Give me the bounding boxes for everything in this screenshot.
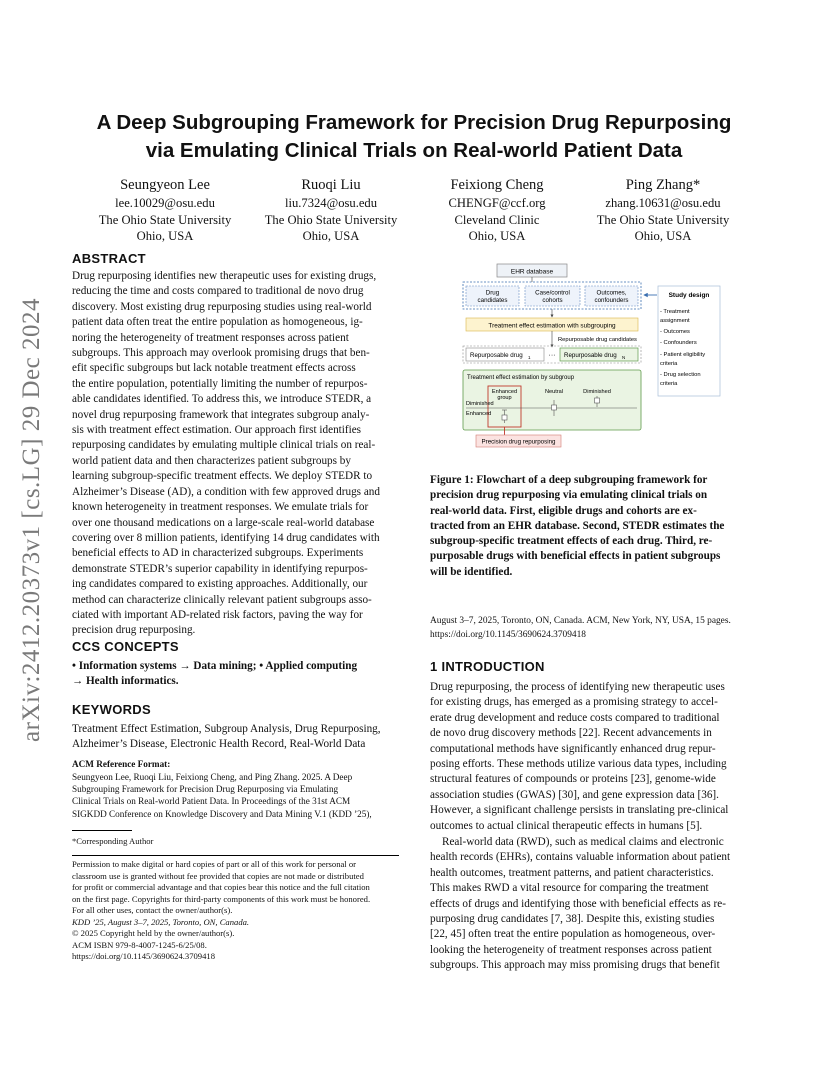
- keywords-body: [72, 722, 399, 753]
- permission-block: [72, 859, 402, 963]
- permission-line: Permission to make digital or hard copies of part or all of this work for personal or: [72, 859, 357, 869]
- abstract-line: able candidates identified. To address this, we introduce STEDR, a: [72, 393, 372, 406]
- author-affiliation: The Ohio State University: [596, 212, 730, 227]
- author-block-2: [236, 176, 426, 245]
- ccs-line: • Information systems → Data mining; • Applied computing: [72, 660, 358, 672]
- abstract-line: over one thousand medications on a large-scale real-world database: [72, 516, 375, 529]
- intro-line: looking the heterogeneity of treatment responses across patient: [430, 943, 712, 956]
- repurposable-drug-1-subscript: 1: [528, 355, 531, 360]
- author-location: Ohio, USA: [468, 229, 526, 243]
- permission-rule: [72, 855, 399, 856]
- ellipsis-label: ···: [548, 352, 556, 359]
- abstract-line: ing candidates compared to existing approaches. Additionally, our: [72, 578, 368, 591]
- author-email: CHENGF@ccf.org: [448, 196, 546, 210]
- study-design-item: - Outcomes: [660, 329, 690, 335]
- outcomes-label-2: confounders: [594, 297, 629, 304]
- author-name: Ruoqi Liu: [301, 177, 361, 193]
- abstract-heading: ABSTRACT: [72, 251, 146, 266]
- permission-line: for profit or commercial advantage and that copies bear this notice and the full citation: [72, 882, 370, 892]
- author-name: Feixiong Cheng: [450, 177, 544, 193]
- permission-line: classroom use is granted without fee provided that copies are not made or distributed: [72, 870, 364, 881]
- author-location: Ohio, USA: [302, 229, 360, 243]
- intro-line: However, a significant challenge persists in translating pre-clinical: [430, 804, 729, 817]
- study-design-item: - Patient eligibility: [660, 352, 706, 358]
- title-line-2: via Emulating Clinical Trials on Real-world Patient Data: [145, 139, 683, 162]
- abstract-line: efit specific subgroups but lack notable treatment effects across: [72, 362, 356, 375]
- abstract-line: subgroups. This approach may overlook promising drugs that ben-: [72, 347, 370, 360]
- author-block-4: [568, 176, 758, 245]
- flowchart-figure: [457, 255, 727, 455]
- study-design-item: assignment: [660, 318, 690, 324]
- neutral-label: Neutral: [544, 389, 564, 395]
- intro-line: [22, 45] often treat the entire population as homogeneous, over-: [430, 928, 716, 941]
- intro-line: for existing drugs, has emerged as a promising strategy to accel-: [430, 696, 718, 709]
- ccs-line: → Health informatics.: [72, 675, 179, 688]
- intro-line: health outcomes, treatment patterns, and patient characteristics.: [430, 866, 714, 879]
- paper-title: [60, 109, 768, 165]
- abstract-line: precision drug repurposing.: [72, 624, 196, 637]
- author-affiliation: The Ohio State University: [98, 212, 232, 227]
- drug-candidates-label-2: candidates: [477, 297, 508, 304]
- abstract-line: covering over 8 million patients, identifying 14 drug candidates with: [72, 531, 380, 544]
- ccs-body: [72, 659, 399, 690]
- abstract-line: novel drug repurposing framework that integrates subgroup analy-: [72, 408, 370, 421]
- intro-line: computational methods have significantly enhanced drug repur-: [430, 742, 716, 755]
- intro-line: de novo drug discovery methods [22]. Recent advancements in: [430, 727, 712, 740]
- abstract-body: [72, 269, 399, 639]
- caption-line: real-world data. First, eligible drugs and cohorts are ex-: [430, 504, 697, 517]
- abstract-line: the entire population, potentially limiting the number of repurpos-: [72, 377, 368, 390]
- enhanced-group-label-1: Enhanced: [491, 389, 518, 395]
- author-email: zhang.10631@osu.edu: [605, 196, 721, 210]
- author-email: lee.10029@osu.edu: [115, 196, 215, 210]
- estimate-neutral: [552, 405, 557, 410]
- footnote-rule: [72, 830, 132, 831]
- intro-line: This makes RWD a vital resource for comparing the treatment: [430, 882, 709, 895]
- conference-info: [430, 615, 765, 642]
- intro-line: Real-world data (RWD), such as medical claims and electronic: [442, 836, 724, 848]
- author-affiliation: The Ohio State University: [264, 212, 398, 227]
- intro-line: subgroups. This approach may miss promising drugs that benefit: [430, 959, 720, 972]
- acm-ref-line: Subgrouping Framework for Precision Drug Repurposing via Emulating: [72, 784, 339, 795]
- caption-line: purposable drugs with beneficial effects in patient subgroups: [430, 550, 721, 563]
- caption-line: will be identified.: [430, 565, 513, 578]
- caption-line: Figure 1: Flowchart of a deep subgrouping framework for: [430, 474, 708, 486]
- abstract-line: repurposing candidates by emulating multiple clinical trials on real-: [72, 439, 376, 452]
- caption-line: subgroup-specific treatment effects of each drug. Third, re-: [430, 535, 713, 548]
- te-subgrouping-label: Treatment effect estimation with subgrouping: [488, 322, 616, 330]
- intro-line: purposing drug candidates [7, 38]. Despite this, existing studies: [430, 913, 715, 926]
- author-name: Seungyeon Lee: [120, 177, 210, 193]
- estimate-enhanced: [502, 415, 507, 420]
- intro-line: effects of drugs and identifying those with beneficial effects as re-: [430, 897, 726, 910]
- precision-drug-label: Precision drug repurposing: [481, 438, 556, 446]
- caption-line: tracted from an EHR database. Second, STEDR estimates the: [430, 519, 725, 532]
- diminished-col-label: Diminished: [583, 389, 611, 395]
- abstract-line: patient data often treat the entire population as homogeneous, ig-: [72, 316, 363, 329]
- repurposable-drug-1-label: Repurposable drug: [470, 352, 523, 359]
- author-block-1: [70, 176, 260, 245]
- enhanced-group-label-2: group: [497, 395, 512, 401]
- repurposable-candidates-label: Repurposable drug candidates: [558, 337, 637, 343]
- doi-line: https://doi.org/10.1145/3690624.3709418: [430, 629, 586, 640]
- permission-line: https://doi.org/10.1145/3690624.3709418: [72, 951, 215, 961]
- intro-line: association studies (GWAS) [30], and gene expression data [36].: [430, 788, 719, 801]
- study-design-item: - Drug selection: [660, 372, 701, 378]
- acm-ref-heading: ACM Reference Format:: [72, 759, 171, 769]
- abstract-line: beneficial effects to AD in characterized subgroups. Experiments: [72, 547, 364, 560]
- ehr-database-label: EHR database: [510, 268, 554, 276]
- abstract-line: method can characterize clinically relevant patient subgroups asso-: [72, 593, 372, 606]
- title-line-1: A Deep Subgrouping Framework for Precision Drug Repurposing: [96, 111, 732, 134]
- permission-line: KDD ’25, August 3–7, 2025, Toronto, ON, Canada.: [72, 916, 250, 927]
- ccs-heading: CCS CONCEPTS: [72, 639, 179, 654]
- arxiv-stamp: arXiv:2412.20373v1 [cs.LG] 29 Dec 2024: [18, 298, 45, 742]
- acm-ref-line: SIGKDD Conference on Knowledge Discovery and Data Mining V.1 (KDD ’25),: [72, 808, 372, 819]
- enhanced-row-label: Enhanced: [466, 411, 492, 417]
- acm-ref-body: [72, 771, 399, 820]
- keywords-heading: KEYWORDS: [72, 702, 151, 717]
- introduction-paragraph-2: [430, 835, 757, 974]
- intro-line: Drug repurposing, the process of identifying new therapeutic uses: [430, 681, 725, 693]
- study-design-item: - Treatment: [660, 309, 690, 315]
- acm-ref-line: Seungyeon Lee, Ruoqi Liu, Feixiong Cheng, and Ping Zhang. 2025. A Deep: [72, 772, 353, 782]
- abstract-line: Drug repurposing identifies new therapeutic uses for existing drugs,: [72, 270, 377, 282]
- author-affiliation: Cleveland Clinic: [454, 212, 540, 227]
- abstract-line: reducing the time and costs compared to traditional de novo drug: [72, 285, 364, 298]
- abstract-line: sis with treatment effect estimation. Our approach first identifies: [72, 424, 362, 437]
- intro-line: posing efforts. These methods utilize various data types, including: [430, 758, 727, 771]
- study-design-item: - Confounders: [660, 340, 697, 346]
- author-location: Ohio, USA: [136, 229, 194, 243]
- author-block-3: [402, 176, 592, 245]
- corresponding-author-note: *Corresponding Author: [72, 836, 154, 846]
- permission-line: on the first page. Copyrights for third-party components of this work must be honored.: [72, 893, 371, 904]
- intro-line: structural features of compounds or proteins [23], genome-wide: [430, 773, 716, 786]
- keywords-line: Alzheimer’s Disease, Electronic Health Record, Real-World Data: [72, 738, 366, 751]
- abstract-line: demonstrate STEDR’s superior capability in identifying repurpos-: [72, 562, 368, 575]
- study-design-item: criteria: [660, 361, 678, 367]
- author-email: liu.7324@osu.edu: [284, 196, 378, 210]
- repurposable-drug-n-label: Repurposable drug: [564, 352, 617, 359]
- introduction-heading: 1 INTRODUCTION: [430, 659, 545, 674]
- abstract-line: world patient data and then characterizes patient subgroups by: [72, 454, 351, 467]
- permission-line: © 2025 Copyright held by the owner/author(s).: [72, 928, 235, 938]
- intro-line: health records (EHRs), contains valuable information about patient: [430, 851, 731, 864]
- author-location: Ohio, USA: [634, 229, 692, 243]
- abstract-line: Alzheimer’s Disease (AD), a condition with few approved drugs and: [72, 485, 380, 498]
- repurposable-drug-n-subscript: N: [622, 355, 626, 360]
- abstract-line: discovery. Most existing drug repurposing studies using real-world: [72, 300, 372, 313]
- conference-line: August 3–7, 2025, Toronto, ON, Canada. ACM, New York, NY, USA, 15 pages.: [430, 616, 731, 626]
- figure-caption: [430, 473, 757, 580]
- estimate-diminished: [595, 398, 600, 403]
- intro-line: outcomes to actual clinical therapeutic effects in humans [5].: [430, 819, 703, 832]
- outcomes-label-1: Outcomes,: [596, 289, 627, 297]
- drug-candidates-label-1: Drug: [485, 289, 500, 297]
- case-control-label-1: Case/control: [535, 289, 570, 297]
- intro-line: erate drug development and reduce costs compared to traditional: [430, 711, 720, 724]
- abstract-line: noring the heterogeneity of treatment responses across patient: [72, 331, 349, 344]
- study-design-item: criteria: [660, 381, 678, 387]
- introduction-paragraph-1: [430, 680, 757, 834]
- case-control-label-2: cohorts: [542, 297, 563, 304]
- caption-line: precision drug repurposing via emulating clinical trials on: [430, 489, 708, 502]
- keywords-line: Treatment Effect Estimation, Subgroup Analysis, Drug Repurposing,: [72, 723, 381, 735]
- permission-line: ACM ISBN 979-8-4007-1245-6/25/08.: [72, 939, 207, 950]
- abstract-line: known heterogeneity in treatment responses. We emulate trials for: [72, 501, 369, 514]
- author-name: Ping Zhang*: [625, 177, 701, 193]
- abstract-line: ciated with important AD-related risk factors, paving the way for: [72, 608, 363, 621]
- study-design-title: Study design: [668, 292, 710, 299]
- abstract-line: learning subgroup-specific treatment effects. We deploy STEDR to: [72, 470, 373, 483]
- permission-line: For all other uses, contact the owner/author(s).: [72, 905, 233, 915]
- acm-ref-line: Clinical Trials on Real-world Patient Data. In Proceedings of the 31st ACM: [72, 796, 351, 807]
- diminished-row-label: Diminished: [466, 401, 494, 407]
- te-by-subgroup-label: Treatment effect estimation by subgroup: [467, 375, 575, 381]
